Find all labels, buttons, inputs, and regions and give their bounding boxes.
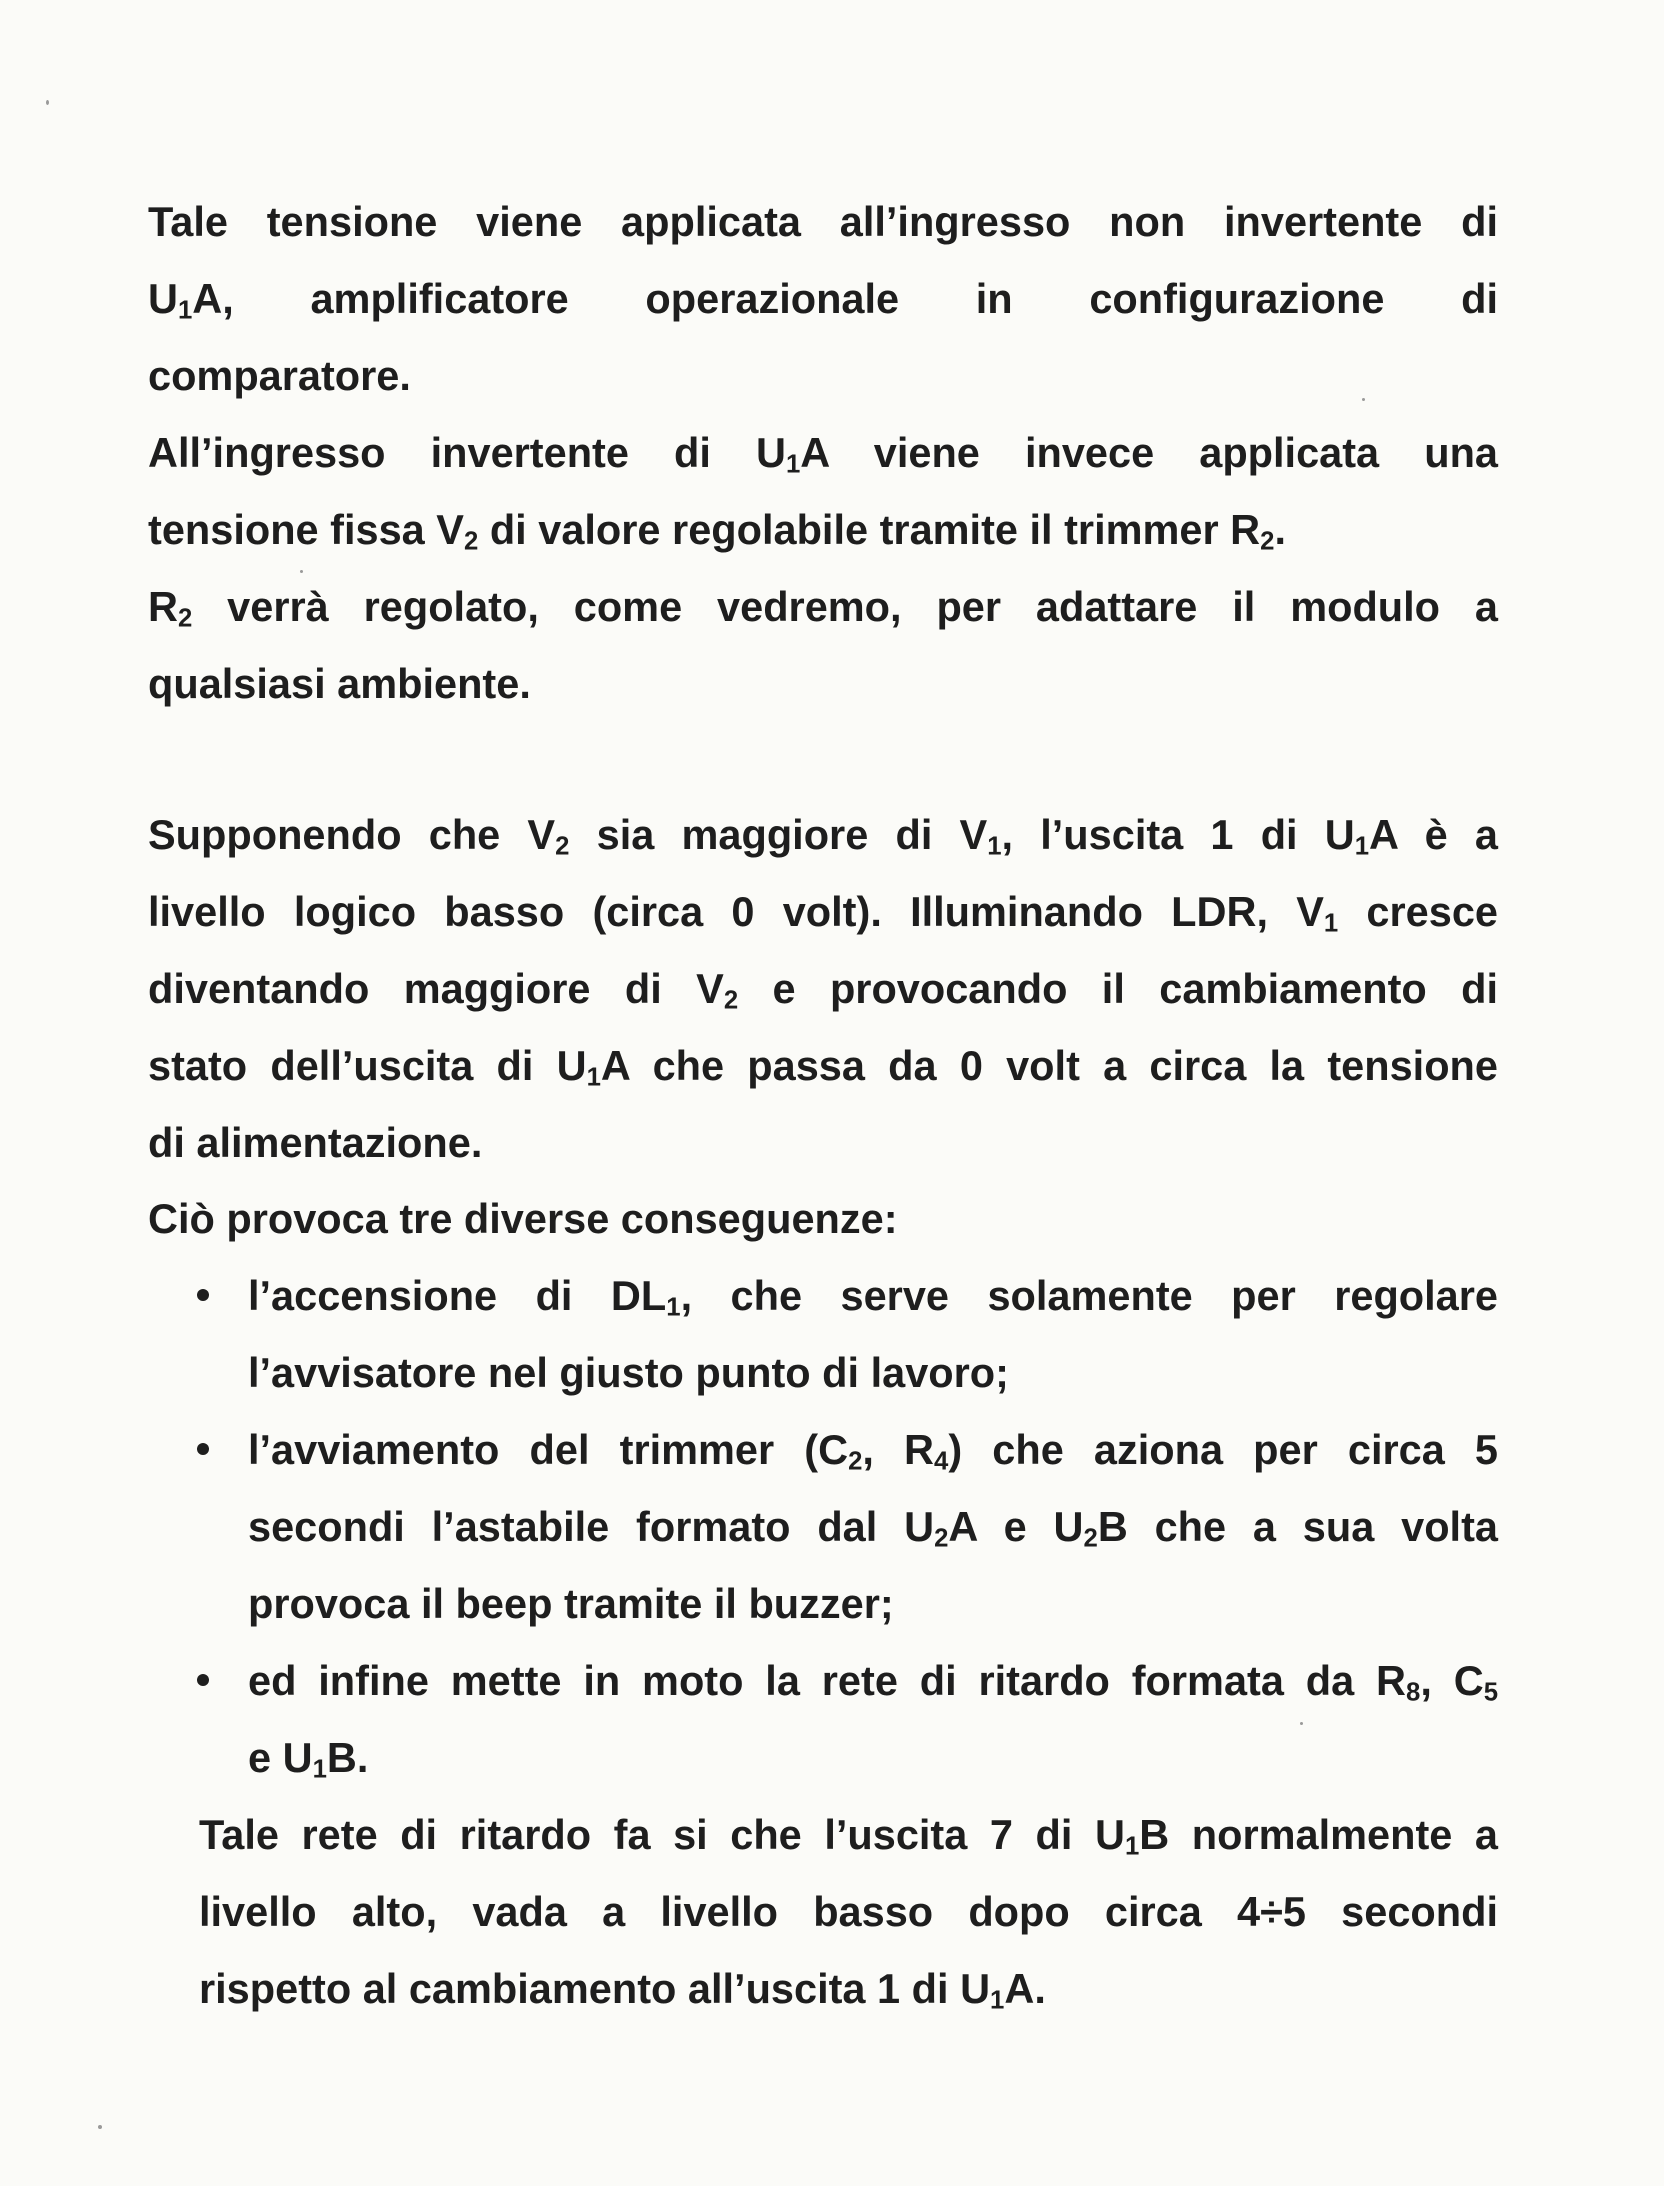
paragraph-3 [148,568,1498,722]
text-line: ed infine mette in moto la rete di ritardo formata da $R_8$, $C_5$ [248,1657,1499,1707]
paragraph-1 [148,183,1498,414]
list-item [148,1411,1498,1642]
list-item [148,1257,1498,1411]
text-line: l’accensione di $DL_1$, che serve solamente per regolare [248,1272,1498,1322]
text-line: $U_1A$, amplificatore operazionale in configurazione di [148,275,1498,325]
text-line: di alimentazione. [148,1119,483,1166]
paragraph-4 [148,796,1498,1181]
paragraph-2 [148,414,1498,568]
text-line: All’ingresso invertente di $U_1A$ viene invece applicata una [148,429,1498,479]
text-line: secondi l’astabile formato dal $U_2A$ e $U_2B$ che a sua volta [248,1503,1498,1553]
text-line: provoca il beep tramite il buzzer; [248,1580,894,1627]
text-line: stato dell’uscita di $U_1A$ che passa da 0 volt a circa la tensione [148,1042,1498,1092]
scan-speck [300,570,303,573]
text-line: livello alto, vada a livello basso dopo circa 4÷5 secondi [199,1888,1498,1935]
scan-speck [46,100,49,105]
bullet-icon [197,1443,209,1455]
closing-paragraph [199,1796,1498,2027]
bullet-icon [197,1289,209,1301]
text-line: e $U_1B$. [248,1734,369,1784]
text-line: Tale tensione viene applicata all’ingresso non invertente di [148,198,1498,245]
scan-speck [98,2125,102,2129]
list-item [148,1642,1498,1796]
scan-speck [1300,1722,1303,1725]
text-line: Ciò provoca tre diverse conseguenze: [148,1195,898,1242]
text-line: tensione fissa $V_2$ di valore regolabile tramite il trimmer $R_2$. [148,506,1286,556]
paragraph-5 [148,1180,1498,1257]
bullet-icon [197,1674,209,1686]
text-line: comparatore. [148,352,411,399]
text-line: Supponendo che $V_2$ sia maggiore di $V_1$, l’uscita 1 di $U_1A$ è a [148,811,1499,861]
text-line: l’avviamento del trimmer ($C_2$, $R_4$) che aziona per circa 5 [248,1426,1498,1476]
text-line: l’avvisatore nel giusto punto di lavoro; [248,1349,1009,1396]
text-line: Tale rete di ritardo fa si che l’uscita 7 di $U_1B$ normalmente a [199,1811,1499,1861]
text-line: $R_2$ verrà regolato, come vedremo, per adattare il modulo a [148,583,1498,633]
text-line: livello logico basso (circa 0 volt). Illuminando LDR, $V_1$ cresce [148,888,1498,938]
consequences-list [148,1257,1498,1796]
text-line: rispetto al cambiamento all’uscita 1 di $U_1A$. [199,1965,1046,2015]
scan-speck [1362,398,1365,401]
text-line: diventando maggiore di $V_2$ e provocando il cambiamento di [148,965,1499,1015]
text-line: qualsiasi ambiente. [148,660,531,707]
